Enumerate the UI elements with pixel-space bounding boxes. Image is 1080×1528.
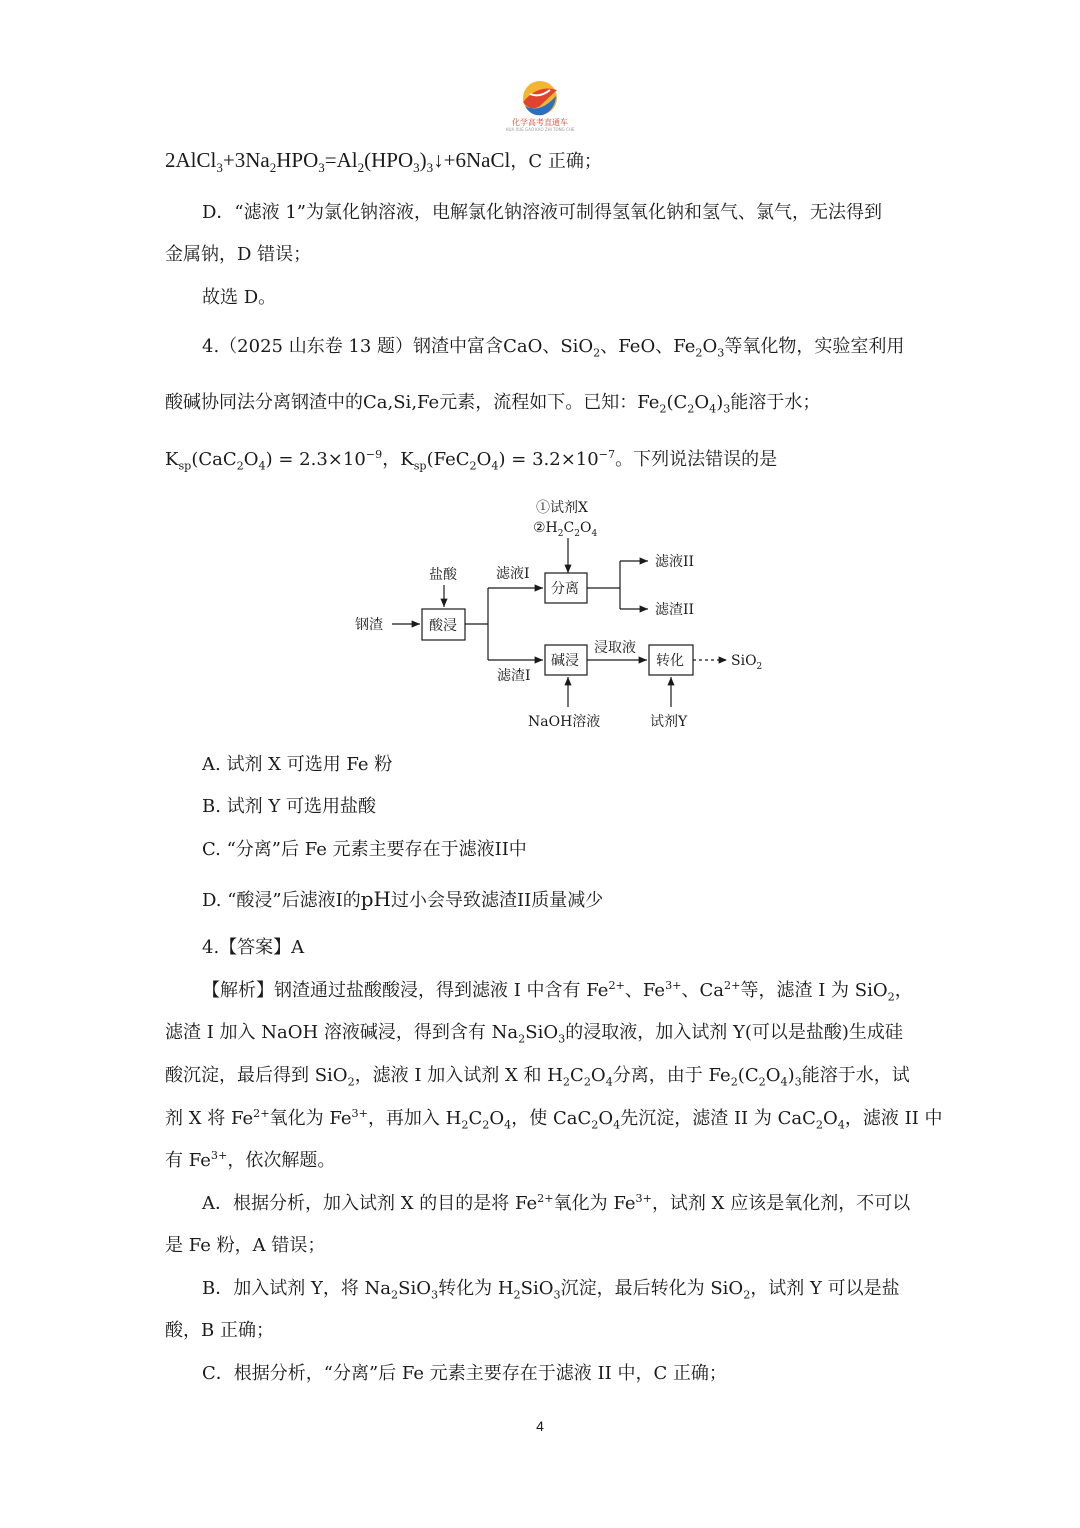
logo-text: 化学高考直通车 xyxy=(512,118,568,127)
process-flowchart xyxy=(340,495,780,740)
analysis-line-1: 【解析】钢渣通过盐酸酸浸，得到滤液 I 中含有 $Fe^{2+}$、$Fe^{3+}$、$Ca^{2+}$等，滤渣 I 为 SiO$_2$， xyxy=(202,979,913,1004)
flow-naoh: NaOH溶液 xyxy=(528,714,601,730)
flow-leachate: 浸取液 xyxy=(594,640,636,656)
option-d-explanation-2: 金属钠，D 错误； xyxy=(165,244,312,265)
question-stem-3: $K_{sp}(CaC_2O_4) = 2.3\times 10^{-9}$，$K_{sp}(FeC_2O_4) = 3.2\times 10^{-7}$。下列说法错误的是 xyxy=(165,448,778,473)
page-number: 4 xyxy=(536,1418,544,1434)
question-stem-1: 4.（2025 山东卷 13 题）钢渣中富含CaO、SiO$_2$、FeO、$Fe_2O_3$等氧化物，实验室利用 xyxy=(202,336,905,360)
option-b: B. 试剂 Y 可选用盐酸 xyxy=(202,796,376,817)
analysis-b-1: B．加入试剂 Y，将 $Na_2SiO_3$转化为 $H_2SiO_3$沉淀，最后转化为 SiO$_2$，试剂 Y 可以是盐 xyxy=(202,1278,900,1302)
flow-acid-leach: 酸浸 xyxy=(429,618,457,634)
analysis-line-4: 剂 X 将 $Fe^{2+}$氧化为 $Fe^{3+}$，再加入 $H_2C_2O_4$，使 $CaC_2O_4$先沉淀，滤渣 II 为 $CaC_2O_4$，滤液 II 中 xyxy=(165,1107,943,1132)
analysis-line-3: 酸沉淀，最后得到 SiO$_2$，滤液 I 加入试剂 X 和 $H_2C_2O_4$分离，由于 $Fe_2(C_2O_4)_3$能溶于水，试 xyxy=(165,1065,910,1089)
flow-separate: 分离 xyxy=(551,581,579,597)
option-d: D. “酸浸”后滤液I的pH过小会导致滤渣II质量减少 xyxy=(202,887,604,911)
option-d-explanation-1: D．“滤液 1”为氯化钠溶液，电解氯化钠溶液可制得氢氧化钠和氢气、氯气，无法得到 xyxy=(202,202,883,223)
analysis-a-1: A．根据分析，加入试剂 X 的目的是将 $Fe^{2+}$氧化为 $Fe^{3+}$，试剂 X 应该是氧化剂，不可以 xyxy=(202,1192,911,1214)
choose-line: 故选 D。 xyxy=(202,287,277,308)
analysis-a-2: 是 Fe 粉，A 错误； xyxy=(165,1235,326,1256)
flow-transform: 转化 xyxy=(656,653,684,669)
analysis-c-1: C．根据分析，“分离”后 Fe 元素主要存在于滤液 II 中，C 正确； xyxy=(202,1363,727,1384)
logo-subtext: HUA XUE GAO KAO ZHI TONG CHE xyxy=(505,127,575,132)
flow-sio2: SiO$_2$ xyxy=(731,653,763,672)
flow-filtrate-2: 滤液II xyxy=(655,554,695,570)
flow-hcl-label: 盐酸 xyxy=(429,567,457,583)
flow-steel-slag: 钢渣 xyxy=(355,617,383,633)
option-a: A. 试剂 X 可选用 Fe 粉 xyxy=(202,754,393,775)
flow-reagent-h2c2o4: $②H_2C_2O_4$ xyxy=(533,520,598,539)
equation-line: $2AlCl_3+3Na_2HPO_3=Al_2(HPO_3)_3↓+6NaCl$，C 正确； xyxy=(165,148,602,176)
option-c: C. “分离”后 Fe 元素主要存在于滤液II中 xyxy=(202,839,527,860)
flow-reagent-x: ①试剂X xyxy=(536,500,588,516)
flow-residue-1: 滤渣I xyxy=(497,668,531,684)
flow-reagent-y: 试剂Y xyxy=(650,714,688,730)
answer-label: 4.【答案】A xyxy=(202,937,305,958)
flow-alkali-leach: 碱浸 xyxy=(551,653,579,669)
analysis-line-2: 滤渣 I 加入 NaOH 溶液碱浸，得到含有 $Na_2SiO_3$的浸取液，加入试剂 Y(可以是盐酸)生成硅 xyxy=(165,1022,903,1046)
analysis-b-2: 酸，B 正确； xyxy=(165,1320,274,1341)
analysis-line-5: 有 $Fe^{3+}$，依次解题。 xyxy=(165,1149,336,1171)
question-stem-2: 酸碱协同法分离钢渣中的Ca,Si,Fe元素，流程如下。已知：$Fe_2(C_2O_4)_3$能溶于水； xyxy=(165,392,821,416)
flow-filtrate-1: 滤液I xyxy=(496,566,530,582)
flow-residue-2: 滤渣II xyxy=(655,602,695,618)
